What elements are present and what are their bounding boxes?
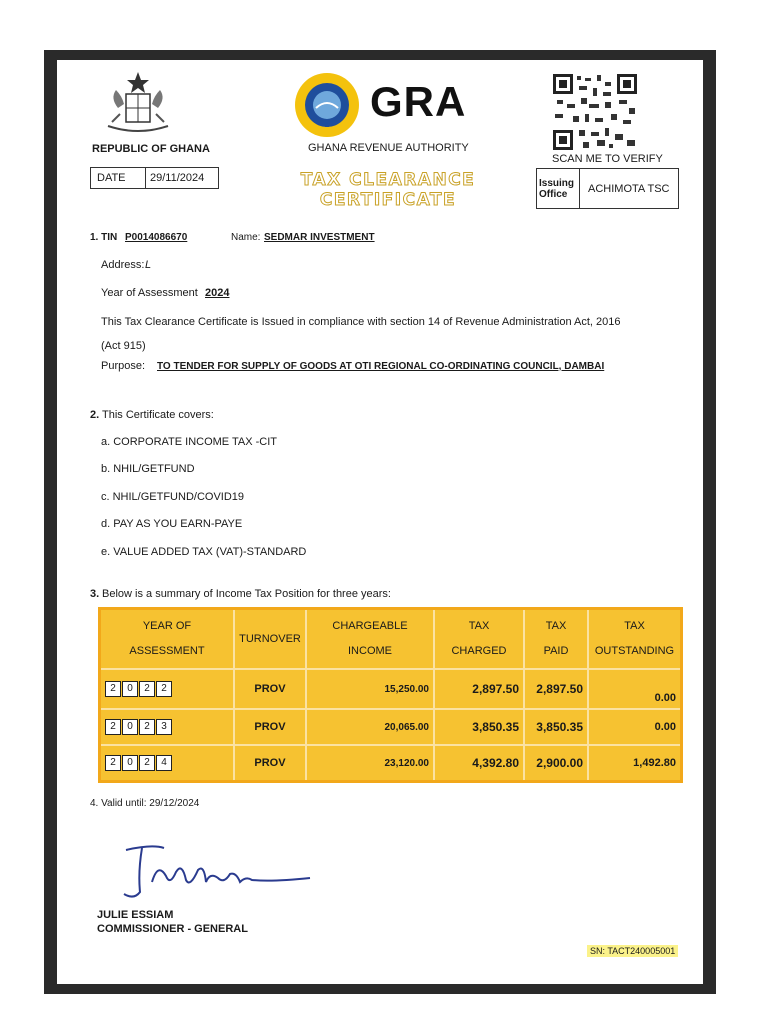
- year-digit: 3: [156, 719, 172, 735]
- compliance-statement: This Tax Clearance Certificate is Issued in compliance with section 14 of Revenue Administration Act, 2016: [101, 316, 621, 328]
- qr-caption: SCAN ME TO VERIFY: [552, 153, 663, 165]
- address-value: L: [145, 259, 152, 271]
- cover-item: b. NHIL/GETFUND: [101, 463, 195, 475]
- turnover-cell: PROV: [234, 745, 306, 782]
- tax-charged-cell: 3,850.35: [434, 709, 524, 745]
- chargeable-income-cell: 15,250.00: [306, 669, 434, 709]
- cover-item: c. NHIL/GETFUND/COVID19: [101, 491, 245, 503]
- issuing-office-label: Issuing Office: [536, 168, 580, 209]
- turnover-cell: PROV: [234, 669, 306, 709]
- year-of-assessment-value: 2024: [205, 287, 230, 299]
- year-digit: 2: [139, 681, 155, 697]
- qr-code[interactable]: [553, 74, 637, 150]
- year-digit: 2: [105, 681, 121, 697]
- section2-intro: This Certificate covers:: [102, 409, 214, 421]
- tax-charged-cell: 2,897.50: [434, 669, 524, 709]
- tax-charged-cell: 4,392.80: [434, 745, 524, 782]
- signatory-title: COMMISSIONER - GENERAL: [97, 923, 248, 935]
- gra-logo-text: GRA: [370, 78, 467, 125]
- signature-mark: [112, 842, 322, 910]
- year-digit: 0: [122, 681, 138, 697]
- issuing-office-value: ACHIMOTA TSC: [579, 168, 679, 209]
- table-row: [100, 709, 682, 745]
- compliance-act: (Act 915): [101, 340, 146, 352]
- date-value: 29/11/2024: [145, 167, 219, 189]
- cover-item: a. CORPORATE INCOME TAX -CIT: [101, 436, 278, 448]
- country-label: REPUBLIC OF GHANA: [92, 143, 210, 155]
- date-label: DATE: [90, 167, 146, 189]
- section3-number: 3.: [90, 588, 100, 600]
- tin-value: P0014086670: [125, 232, 188, 243]
- tax-outstanding-cell: 1,492.80: [588, 745, 682, 782]
- certificate-title-line1: TAX CLEARANCE: [300, 170, 476, 190]
- income-tax-summary-table: [98, 607, 683, 783]
- year-cell: [100, 745, 235, 782]
- table-row: [100, 745, 682, 782]
- header-tax-paid: TAX PAID: [524, 609, 588, 670]
- tin-label: 1. TIN: [90, 232, 118, 243]
- turnover-cell: PROV: [234, 709, 306, 745]
- year-digit: 2: [105, 719, 121, 735]
- authority-name: GHANA REVENUE AUTHORITY: [308, 142, 469, 154]
- name-value: SEDMAR INVESTMENT: [264, 232, 375, 243]
- header-year-of-assessment: YEAR OF ASSESSMENT: [100, 609, 235, 670]
- year-digit: 2: [105, 755, 121, 771]
- table-row: [100, 669, 682, 709]
- coat-of-arms-emblem: [100, 68, 176, 140]
- address-label: Address:: [101, 259, 145, 271]
- table-header-row: [100, 609, 682, 670]
- year-digit: 2: [139, 719, 155, 735]
- year-digit: 2: [156, 681, 172, 697]
- header-turnover: TURNOVER: [234, 609, 306, 670]
- chargeable-income-cell: 23,120.00: [306, 745, 434, 782]
- year-digit: 2: [139, 755, 155, 771]
- year-cell: [100, 669, 235, 709]
- chargeable-income-cell: 20,065.00: [306, 709, 434, 745]
- signatory-name: JULIE ESSIAM: [97, 909, 174, 921]
- certificate-title-line2: CERTIFICATE: [319, 190, 457, 210]
- section2-number: 2.: [90, 409, 100, 421]
- serial-number: SN: TACT240005001: [587, 945, 678, 957]
- purpose-value: TO TENDER FOR SUPPLY OF GOODS AT OTI REGIONAL CO-ORDINATING COUNCIL, DAMBAI: [157, 361, 605, 372]
- header-chargeable-income: CHARGEABLE INCOME: [306, 609, 434, 670]
- year-digit: 0: [122, 719, 138, 735]
- tax-paid-cell: 2,900.00: [524, 745, 588, 782]
- valid-until: 4. Valid until: 29/12/2024: [90, 798, 200, 809]
- gra-seal-icon: [294, 72, 360, 138]
- cover-item: e. VALUE ADDED TAX (VAT)-STANDARD: [101, 546, 307, 558]
- year-of-assessment-label: Year of Assessment: [101, 287, 198, 299]
- purpose-label: Purpose:: [101, 360, 146, 372]
- section3-intro: Below is a summary of Income Tax Position for three years:: [102, 588, 391, 600]
- header-tax-outstanding: TAX OUTSTANDING: [588, 609, 682, 670]
- tax-outstanding-cell: 0.00: [588, 709, 682, 745]
- tax-paid-cell: 2,897.50: [524, 669, 588, 709]
- tax-outstanding-cell: 0.00: [588, 669, 682, 709]
- tax-paid-cell: 3,850.35: [524, 709, 588, 745]
- year-digit: 0: [122, 755, 138, 771]
- year-cell: [100, 709, 235, 745]
- header-tax-charged: TAX CHARGED: [434, 609, 524, 670]
- name-label: Name:: [231, 232, 261, 243]
- cover-item: d. PAY AS YOU EARN-PAYE: [101, 518, 243, 530]
- year-digit: 4: [156, 755, 172, 771]
